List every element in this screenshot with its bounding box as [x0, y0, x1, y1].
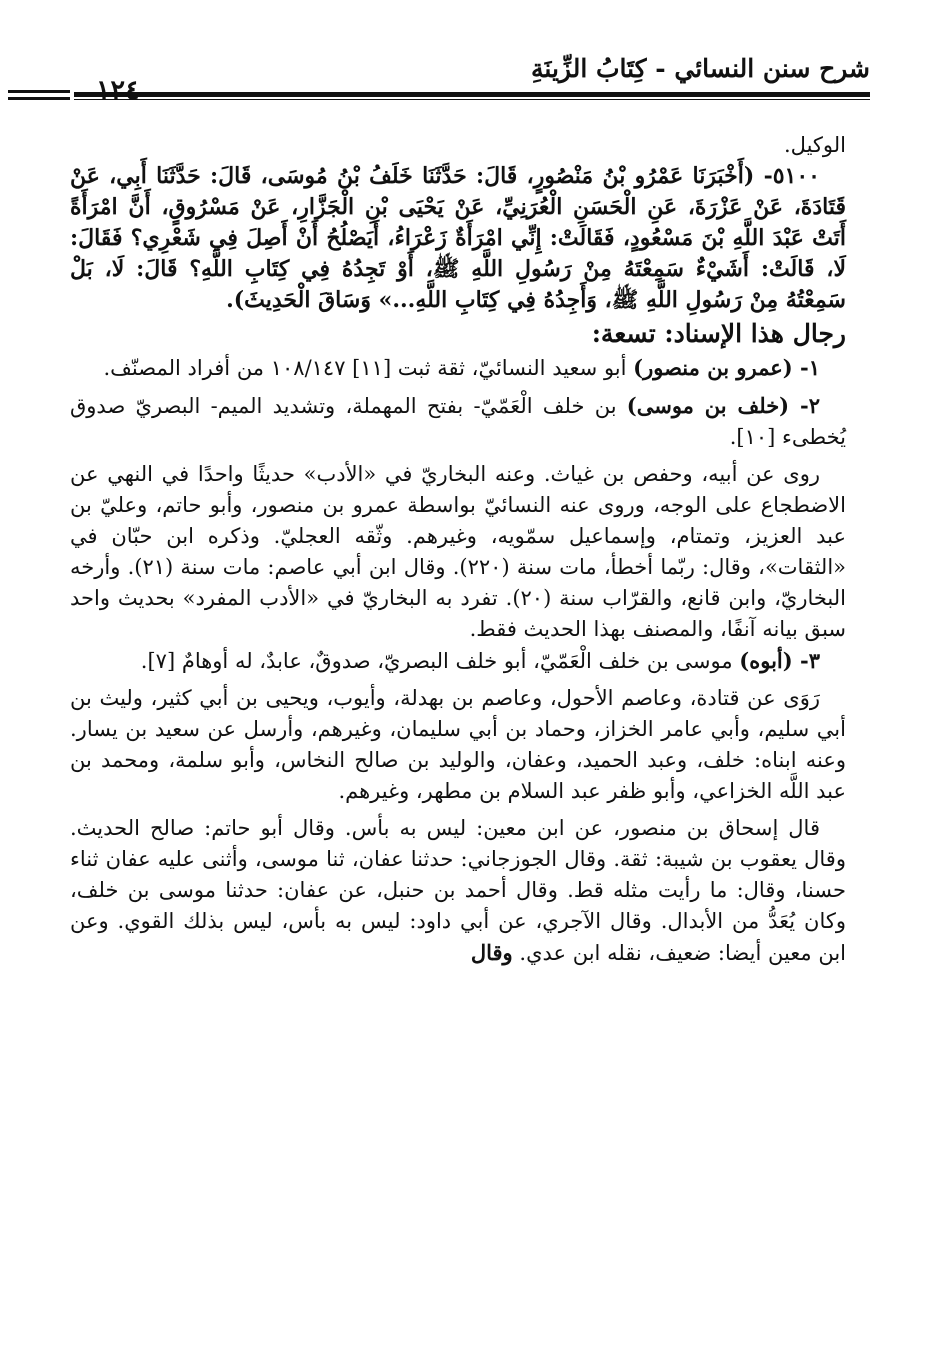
hadith-text: (أَخْبَرَنَا عَمْرُو بْنُ مَنْصُورٍ، قَالَ: حَدَّثَنَا خَلَفُ بْنُ مُوسَى، قَالَ: حَدَّثَنَا أَبِي، عَنْ قَتَادَةَ، عَنْ عَزْرَةَ، عَنِ الْحَسَنِ الْعُرَنِيِّ، عَنْ يَحْيَى بْنِ الْجَزَّارِ، عَنْ مَسْرُوقٍ، أَنَّ امْرَأَةً أَتَتْ عَبْدَ اللَّهِ بْنَ مَسْعُودٍ، فَقَالَتْ: إِنِّي امْرَأَةٌ زَعْرَاءُ، أَيَصْلُحُ أَنْ أَصِلَ فِي شَعْرِي؟ فَقَالَ: لَا، قَالَتْ: أَشَيْءٌ سَمِعْتَهُ مِنْ رَسُولِ اللَّهِ ﷺ، أَوْ تَجِدُهُ فِي كِتَابِ اللَّهِ؟ قَالَ: لَا، بَلْ سَمِعْتُهُ مِنْ رَسُولِ اللَّهِ ﷺ، وَأَجِدُهُ فِي كِتَابِ اللَّهِ...» وَسَاقَ الْحَدِيثَ). [70, 163, 846, 313]
page-number-ornament [8, 90, 70, 104]
narrator-bio-3: رَوَى عن قتادة، وعاصم الأحول، وعاصم بن بهدلة، وأيوب، ويحيى بن أبي كثير، وليث بن أبي سليم، وأبي عامر الخزاز، وحماد بن أبي سليمان، وغيرهم، وأرسل عن سعيد بن يسار. وعنه ابناه: خلف، وعبد الحميد، وعفان، والوليد بن صالح النخاس، وأبو سلمة، ومحمد بن عبد اللَّه الخزاعي، وأبو ظفر عبد السلام بن مطهر، وغيرهم. [70, 686, 846, 803]
hadith-paragraph [70, 161, 846, 316]
narrator-name-3: ٣- (أبوه) [739, 648, 820, 673]
running-title: شرح سنن النسائي - كِتَابُ الزِّينَةِ [531, 54, 870, 83]
paragraph-continuation: الوكيل. [784, 133, 846, 157]
gradings-tail: وقال [470, 940, 513, 965]
page-content [70, 130, 846, 969]
section-title: رجال هذا الإسناد: تسعة: [591, 319, 846, 348]
narrator-bio-2: روى عن أبيه، وحفص بن غياث. وعنه البخاريّ في «الأدب» حديثًا واحدًا في النهي عن الاضطجاع على الوجه، وروى عنه النسائيّ بواسطة عمرو بن منصور، وأبو حاتم، وعليّ بن عبد العزيز، وتمتام، وإسماعيل سمّويه، وغيرهم. وثّقه العجليّ. وذكره ابن حبّان في «الثقات»، وقال: ربّما أخطأ، مات سنة (٢٢٠). وقال ابن أبي عاصم: مات سنة (٢١). وأرخه البخاريّ، وابن قانع، والقرّاب سنة (٢٠). تفرد به البخاريّ في «الأدب المفرد» بحديث واحد سبق بيانه آنفًا، والمصنف بهذا الحديث فقط. [70, 462, 847, 641]
narrator-entry-2 [70, 390, 846, 453]
narrator-entry-1 [70, 352, 846, 384]
narrator-name-1: ١- (عمرو بن منصور) [633, 355, 820, 380]
narrator-text-1: أبو سعيد النسائيّ، ثقة ثبت [١١] ١٠٨/١٤٧ من أفراد المصنّف. [103, 356, 627, 380]
narrator-entry-3 [70, 645, 846, 677]
paragraph-gradings [70, 813, 846, 969]
page-number-block [0, 72, 760, 112]
narrator-text-2: بن خلف الْعَمّيّ- بفتح المهملة، وتشديد الميم- البصريّ صدوق يُخطىء [١٠]. [70, 394, 846, 449]
gradings-text: قال إسحاق بن منصور، عن ابن معين: ليس به بأس. وقال أبو حاتم: صالح الحديث. وقال يعقوب بن شيبة: ثقة. وقال الجوزجاني: حدثنا عفان، ثنا موسى، وأثنى عليه عفان ثناء حسنا، وقال: ما رأيت مثله قط. وقال أحمد بن حنبل، عن عفان: حدثنا موسى بن خلف، وكان يُعَدُّ من الأبدال. وقال الآجري، عن أبي داود: ليس به بأس، ليس بذلك القوي. وعن ابن معين أيضا: ضعيف، نقله ابن عدي. [70, 816, 846, 965]
narrator-text-3: موسى بن خلف الْعَمّيّ، أبو خلف البصريّ، صدوقٌ، عابدٌ، له أوهامٌ [٧]. [140, 649, 733, 673]
narrator-name-2: ٢- (خلف بن موسى) [626, 393, 820, 418]
page-number: ١٢٤ [96, 75, 140, 106]
hadith-number: ٥١٠٠- [763, 163, 820, 189]
